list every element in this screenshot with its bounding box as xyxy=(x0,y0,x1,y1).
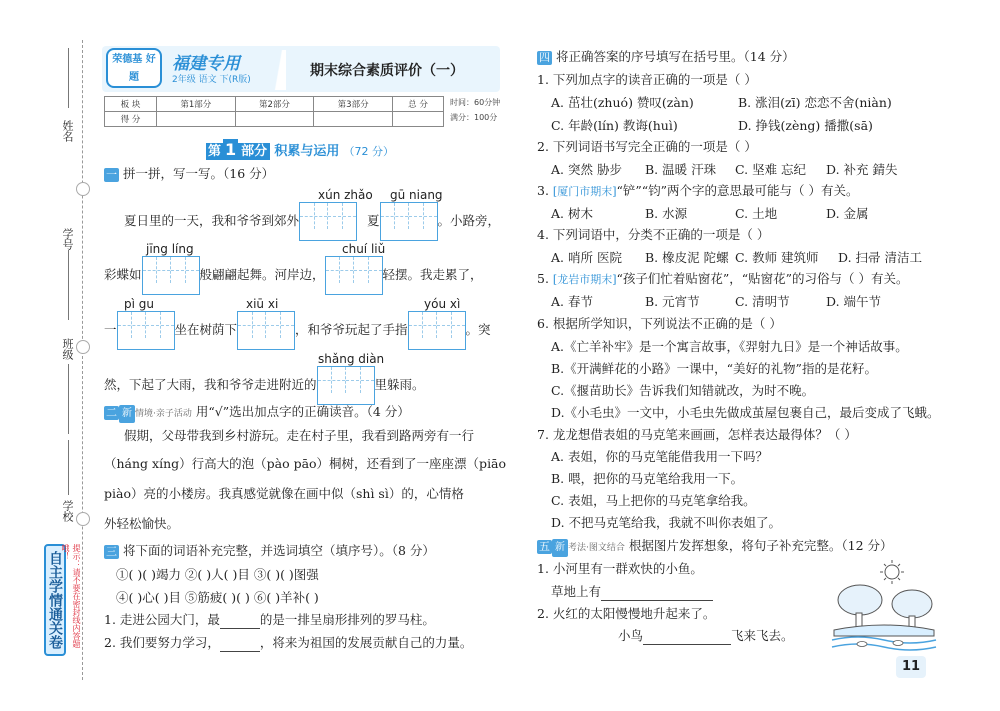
q1-text: 彩蝶如 xyxy=(104,267,142,282)
answer-blank[interactable] xyxy=(220,615,260,629)
page-title: 期末综合素质评价（一） xyxy=(310,63,464,79)
q4-item-text: “铲”“钧”两个字的意思最可能与（ ）有关。 xyxy=(616,183,859,198)
pinyin: xún zhǎo xyxy=(318,188,373,202)
q3-stem: 将下面的词语补充完整，并选词填空（填序号）。（8 分） xyxy=(122,543,435,558)
q5-tag: 考法·图文结合 xyxy=(568,543,625,553)
q2-para: （háng xíng）行高大的泡（pào pāo）桐树，还看到了一座座漂（piāo xyxy=(104,456,507,471)
q4-option: B.《开满鲜花的小路》一课中，“美好的礼物”指的是花籽。 xyxy=(551,361,877,376)
river-icon xyxy=(832,637,936,650)
q3-number: 三 xyxy=(106,544,117,558)
q4-heading xyxy=(537,48,795,66)
seal-icon xyxy=(76,340,90,354)
q4-item: 1. 下列加点字的读音正确的一项是（ ） xyxy=(537,72,757,87)
q3-text: ，将来为祖国的发展贡献自己的力量。 xyxy=(259,635,473,650)
q1-line2 xyxy=(104,256,483,288)
q1-number: 一 xyxy=(106,167,117,181)
q4-number: 四 xyxy=(539,50,550,64)
q1-line3 xyxy=(104,311,491,343)
header-divider xyxy=(272,50,286,90)
q4-option: C. 年龄(lín) 教诲(huì) xyxy=(551,118,678,133)
q4-stem: 将正确答案的序号填写在括号里。（14 分） xyxy=(555,49,795,64)
score-table-header xyxy=(105,97,444,112)
part-number: 1 xyxy=(225,140,237,159)
q3-sentence xyxy=(104,634,472,652)
seal-icon xyxy=(76,182,90,196)
q1-text: 夏 xyxy=(367,213,380,228)
score-cell[interactable] xyxy=(392,112,443,127)
class-line xyxy=(68,364,69,434)
part-heading: 积累与运用 xyxy=(274,144,340,159)
id-label: 学号 xyxy=(61,228,74,250)
q3-text: 1. 走进公园大门，最 xyxy=(104,612,220,627)
score-table-row xyxy=(105,112,444,127)
q4-option: A. 树木 xyxy=(551,206,593,221)
q1-text: 轻摆。我走累了， xyxy=(382,267,483,282)
binding-line xyxy=(82,40,83,680)
brand-logo xyxy=(106,48,162,88)
q5-sentence xyxy=(551,583,713,601)
score-cell[interactable] xyxy=(314,112,393,127)
q4-option: D. 金属 xyxy=(826,206,869,221)
write-box[interactable] xyxy=(237,311,295,350)
pinyin: xiū xi xyxy=(246,297,279,311)
score-cell[interactable] xyxy=(157,112,236,127)
q5-item: 1. 小河里有一群欢快的小鱼。 xyxy=(537,561,703,576)
write-box[interactable] xyxy=(299,202,357,241)
q2-para: piào）亮的小楼房。我真感觉就像在画中似（shì sì）的，心情格 xyxy=(104,486,464,501)
q5-item: 2. 火红的太阳慢慢地升起来了。 xyxy=(537,606,716,621)
school-line xyxy=(68,440,69,495)
q1-text: 。小路旁， xyxy=(437,213,501,228)
q1-text: ，和爷爷玩起了手指 xyxy=(295,322,408,337)
q4-option: C. 土地 xyxy=(735,206,778,221)
q4-option: A.《亡羊补牢》是一个寓言故事，《羿射九日》是一个神话故事。 xyxy=(551,339,908,354)
special-title: 福建专用 xyxy=(172,54,240,74)
q2-tag: 情境·亲子活动 xyxy=(135,409,192,419)
q3-row: ④( )心( )目 ⑤筋疲( )( ) ⑥( )羊补( ) xyxy=(116,590,319,605)
q4-option: B. 涨泪(zī) 恋恋不舍(niàn) xyxy=(738,95,892,110)
table-cell: 第1部分 xyxy=(157,97,236,112)
q3-text: 的是一排呈扇形排列的罗马柱。 xyxy=(259,612,435,627)
q5-stem: 根据图片发挥想象，将句子补充完整。（12 分） xyxy=(628,538,893,553)
write-box[interactable] xyxy=(142,256,200,295)
table-cell: 第2部分 xyxy=(235,97,314,112)
table-cell: 总 分 xyxy=(392,97,443,112)
q1-text: 。突 xyxy=(465,322,491,337)
q4-option: A. 茁壮(zhuó) 赞叹(zàn) xyxy=(551,95,694,110)
write-box[interactable] xyxy=(317,366,375,405)
score-cell[interactable] xyxy=(235,112,314,127)
write-box[interactable] xyxy=(380,202,438,241)
sun-icon xyxy=(880,560,904,584)
new-badge: 新 xyxy=(552,539,568,557)
brand-logo-text: 荣德基 好题 xyxy=(112,54,156,83)
q4-item: 5. [龙岩市期末]“孩子们忙着贴窗花”，“贴窗花”的习俗与（ ）有关。 xyxy=(537,271,909,286)
q4-item: 2. 下列词语书写完全正确的一项是（ ） xyxy=(537,139,757,154)
q4-option: C.《揠苗助长》告诉我们知错就改，为时不晚。 xyxy=(551,383,815,398)
q4-option: A. 突然 胁步 xyxy=(551,162,622,177)
q4-item: 6. 根据所学知识，下列说法不正确的是（ ） xyxy=(537,316,782,331)
grade-label: 2年级 语文 下(R版) xyxy=(172,75,251,85)
pinyin: pì gu xyxy=(124,297,154,311)
q4-item-text: “孩子们忙着贴窗花”，“贴窗花”的习俗与（ ）有关。 xyxy=(616,271,909,286)
q4-option: C. 表姐，马上把你的马克笔拿给我。 xyxy=(551,493,756,508)
id-line xyxy=(68,250,69,320)
q1-text: 然，下起了大雨，我和爷爷走进附近的 xyxy=(104,377,317,392)
answer-blank[interactable] xyxy=(601,587,713,601)
part-title xyxy=(206,140,394,159)
q4-option: D. 补充 錆失 xyxy=(826,162,898,177)
grass-icon xyxy=(834,625,934,636)
q5-sentence xyxy=(618,627,794,645)
q4-option: B. 橡皮泥 陀螺 xyxy=(645,250,729,265)
q5-text: 小鸟 xyxy=(618,628,644,643)
name-line xyxy=(68,48,69,108)
q3-text: 2. 我们要努力学习， xyxy=(104,635,220,650)
banner-hint: 提示：请不要在密封线内答题哦！ xyxy=(61,544,81,648)
q1-text: 一 xyxy=(104,322,117,337)
q4-option: D. 扫帚 清洁工 xyxy=(838,250,922,265)
pinyin: gū niang xyxy=(390,188,443,202)
q3-row: ①( )( )竭力 ②( )人( )目 ③( )( )图强 xyxy=(116,567,319,582)
q2-stem: 用“√”选出加点字的正确读音。（4 分） xyxy=(195,404,410,419)
pinyin: yóu xì xyxy=(424,297,461,311)
q1-text: 坐在树荫下 xyxy=(174,322,238,337)
pinyin: shǎng diàn xyxy=(318,352,385,366)
q5-number: 五 xyxy=(539,539,550,553)
source-tag: [厦门市期末] xyxy=(552,185,617,198)
school-label: 学校 xyxy=(61,500,74,522)
q2-para: 假期，父母带我到乡村游玩。走在村子里，我看到路两旁有一行 xyxy=(124,428,475,443)
q2-para: 外轻松愉快。 xyxy=(104,516,180,531)
q4-option: C. 教师 建筑师 xyxy=(735,250,819,265)
write-box[interactable] xyxy=(117,311,175,350)
q1-heading xyxy=(104,165,274,183)
pinyin: chuí liǔ xyxy=(342,242,386,256)
q1-text: 般翩翩起舞。河岸边， xyxy=(199,267,325,282)
answer-blank[interactable] xyxy=(220,638,260,652)
q4-option: D. 不把马克笔给我，我就不叫你表姐了。 xyxy=(551,515,782,530)
q1-line4 xyxy=(104,366,425,398)
q1-text: 里躲雨。 xyxy=(374,377,425,392)
q4-option: C. 清明节 xyxy=(735,294,790,309)
q3-sentence xyxy=(104,611,435,629)
score-table xyxy=(104,96,444,127)
part-prefix: 第 xyxy=(208,144,222,159)
answer-blank[interactable] xyxy=(643,631,731,645)
q5-text: 草地上有 xyxy=(551,584,602,599)
time-label: 时间：60分钟 xyxy=(450,98,501,107)
q4-option: A. 哨所 医院 xyxy=(551,250,622,265)
q1-line1 xyxy=(124,202,500,234)
name-label: 姓名 xyxy=(61,120,74,142)
scene-illustration xyxy=(832,560,936,654)
q1-stem: 拼一拼，写一写。（16 分） xyxy=(122,166,275,181)
full-score-label: 满分：100分 xyxy=(450,113,498,122)
q3-heading xyxy=(104,542,435,560)
q4-option: D. 端午节 xyxy=(826,294,882,309)
q4-option: D. 挣钱(zèng) 播撒(sā) xyxy=(738,118,873,133)
q4-option: B. 喂，把你的马克笔给我用一下。 xyxy=(551,471,744,486)
part-label: 部分 xyxy=(238,143,270,160)
q1-text: 夏日里的一天，我和爷爷到郊外 xyxy=(124,213,300,228)
banner: 自主学情通关卷 xyxy=(44,544,66,656)
q4-option: B. 元宵节 xyxy=(645,294,700,309)
tree-icon xyxy=(838,585,932,630)
source-tag: [龙岩市期末] xyxy=(552,273,617,286)
q4-item: 3. [厦门市期末]“铲”“钧”两个字的意思最可能与（ ）有关。 xyxy=(537,183,859,198)
q4-item: 4. 下列词语中，分类不正确的一项是（ ） xyxy=(537,227,770,242)
write-box[interactable] xyxy=(325,256,383,295)
q4-option: D.《小毛虫》一文中，小毛虫先做成茧屋包裹自己，最后变成了飞蛾。 xyxy=(551,405,940,420)
q4-option: A. 春节 xyxy=(551,294,593,309)
write-box[interactable] xyxy=(408,311,466,350)
new-badge: 新 xyxy=(119,405,135,423)
q4-option: C. 坚难 忘纪 xyxy=(735,162,807,177)
table-cell: 板 块 xyxy=(105,97,157,112)
q5-heading xyxy=(537,537,893,557)
q4-option: A. 表姐，你的马克笔能借我用一下吗？ xyxy=(551,449,768,464)
q5-text: 飞来飞去。 xyxy=(731,628,794,643)
pinyin: jīng líng xyxy=(146,242,194,256)
q4-option: B. 温暖 汗珠 xyxy=(645,162,717,177)
q2-number: 二 xyxy=(106,405,117,419)
part-score: （72 分） xyxy=(343,145,394,158)
q4-item: 7. 龙龙想借表姐的马克笔来画画，怎样表达最得体？（ ） xyxy=(537,427,857,442)
page-number: 11 xyxy=(896,656,926,678)
table-cell: 得 分 xyxy=(105,112,157,127)
q4-option: B. 水源 xyxy=(645,206,688,221)
class-label: 班级 xyxy=(61,338,74,360)
q2-heading xyxy=(104,403,410,423)
seal-icon xyxy=(76,512,90,526)
table-cell: 第3部分 xyxy=(314,97,393,112)
